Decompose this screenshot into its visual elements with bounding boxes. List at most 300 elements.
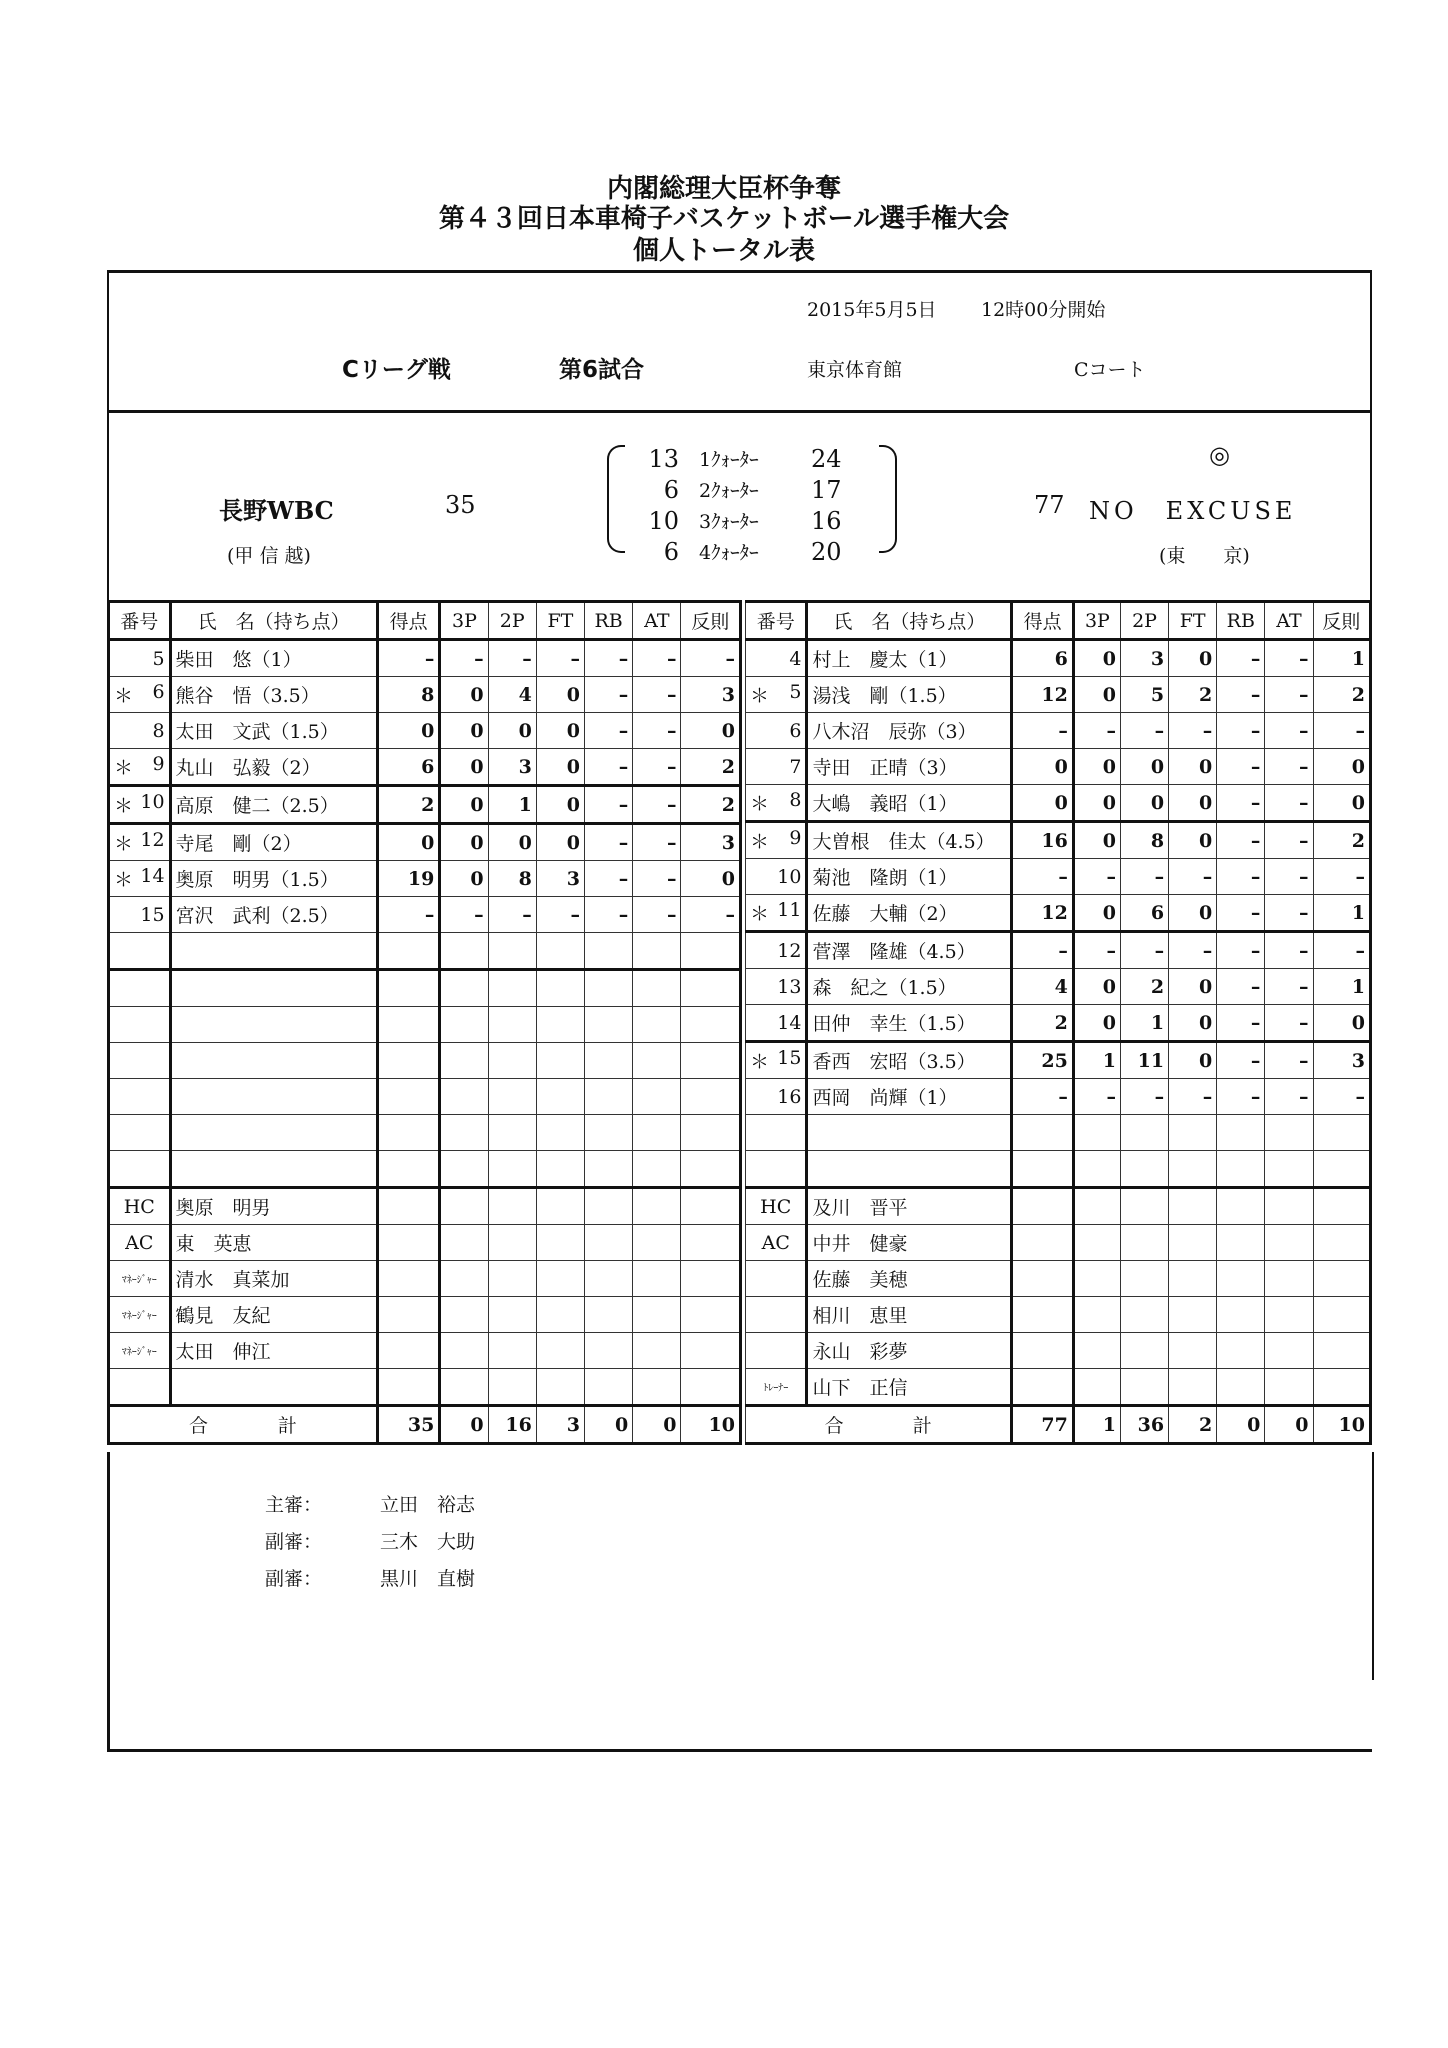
player-name: 熊谷 悟（3.5） [170,677,377,713]
empty-cell [377,1333,440,1369]
stat-ft: – [536,640,584,677]
empty-cell [1217,1369,1265,1406]
player-name: 高原 健二（2.5） [170,786,377,824]
staff-name: 東 英恵 [170,1225,377,1261]
player-row [746,969,1371,1005]
stat-p3: 0 [1073,1005,1120,1042]
stat-ft: 0 [536,824,584,861]
column-header: 得点 [1012,602,1073,640]
staff-role: AC [746,1225,807,1261]
stat-p3: – [1073,932,1120,969]
stat-p3 [440,970,488,1007]
empty-cell [377,1297,440,1333]
staff-role: HC [109,1188,171,1225]
number-cell [109,677,171,713]
stat-p3 [440,1079,488,1115]
empty-cell [1012,1225,1073,1261]
stat-rb [585,1151,633,1188]
staff-row [746,1369,1371,1406]
empty-cell [1313,1369,1370,1406]
match-start-time: 12時00分開始 [981,299,1106,321]
stat-ft [536,1079,584,1115]
stat-rb: – [1217,895,1265,932]
stat-rb: – [1217,785,1265,822]
empty-cell [377,1225,440,1261]
staff-name [170,1369,377,1406]
staff-role [746,1261,807,1297]
number-cell [746,677,807,713]
staff-row [746,1297,1371,1333]
staff-role [109,1369,171,1406]
league-name: Cリーグ戦 [342,357,451,383]
column-header: 2P [488,602,536,640]
player-row [109,749,741,786]
empty-cell [536,1188,584,1225]
stat-rb: – [1217,1005,1265,1042]
player-name [170,1043,377,1079]
number-cell [746,1005,807,1042]
stat-p3 [440,1115,488,1151]
stat-rb [585,1079,633,1115]
stat-at: – [1265,822,1313,859]
stat-p3 [440,1043,488,1079]
stat-rb: – [1217,749,1265,785]
quarter-label: 3ｸｫｰﾀｰ [699,511,759,533]
staff-role: ﾏﾈｰｼﾞｬｰ [109,1333,171,1369]
starter-mark: ＊ [750,685,770,707]
number-cell [746,1151,807,1188]
stat-p2 [488,1007,536,1043]
stat-p2 [488,1151,536,1188]
player-number: 8 [789,789,802,811]
stat-rb [585,970,633,1007]
stat-p2 [488,933,536,970]
stat-pf: 2 [1313,822,1370,859]
empty-cell [1073,1369,1120,1406]
staff-row [746,1225,1371,1261]
stat-pts: – [1012,713,1073,749]
column-header: 番号 [746,602,807,640]
stat-pts [1012,1115,1073,1151]
stat-rb: – [1217,640,1265,677]
number-cell [109,1043,171,1079]
player-row [746,640,1371,677]
stat-p3: 0 [1073,822,1120,859]
stat-at [633,1079,681,1115]
staff-role [746,1297,807,1333]
staff-name: 太田 伸江 [170,1333,377,1369]
stat-pts: 25 [1012,1042,1073,1079]
player-name: 菅澤 隆雄（4.5） [807,932,1012,969]
player-number: 11 [777,899,802,921]
stat-at [633,1115,681,1151]
staff-role: ﾏﾈｰｼﾞｬｰ [109,1297,171,1333]
player-row [746,1005,1371,1042]
player-row [109,897,741,933]
total-pf: 10 [681,1406,741,1444]
number-cell [109,1115,171,1151]
total-p2: 16 [488,1406,536,1444]
number-cell [109,640,171,677]
empty-cell [585,1188,633,1225]
player-number: 10 [777,865,802,888]
empty-cell [1169,1261,1217,1297]
player-row [109,1043,741,1079]
stat-pts: 0 [1012,785,1073,822]
empty-cell [1012,1369,1073,1406]
stat-at: – [633,713,681,749]
empty-cell [488,1261,536,1297]
empty-cell [1073,1225,1120,1261]
empty-cell [440,1225,488,1261]
stat-ft: 2 [1169,677,1217,713]
empty-cell [377,1369,440,1406]
stat-pf: – [681,897,741,933]
empty-cell [585,1261,633,1297]
empty-cell [681,1297,741,1333]
quarter-away-score: 24 [811,445,842,473]
stat-at: – [1265,895,1313,932]
staff-row [109,1369,741,1406]
total-label-1: 合 [188,1415,208,1437]
stat-pf [1313,1151,1370,1188]
empty-cell [440,1188,488,1225]
player-name: 菊池 隆朗（1） [807,859,1012,895]
stat-ft [536,1043,584,1079]
starter-mark: ＊ [750,793,770,815]
empty-cell [681,1225,741,1261]
empty-cell [1169,1369,1217,1406]
empty-cell [1265,1369,1313,1406]
number-cell [746,859,807,895]
total-label-2: 計 [912,1415,932,1437]
stat-rb: – [1217,1042,1265,1079]
starter-mark: ＊ [114,869,134,891]
number-cell [746,640,807,677]
stat-p2: 0 [488,824,536,861]
stat-p2: 0 [1120,785,1168,822]
empty-cell [440,1261,488,1297]
home-team-region: (甲 信 越) [227,545,311,567]
number-cell [746,1042,807,1079]
quarter-label: 1ｸｫｰﾀｰ [699,449,759,471]
stat-at: – [1265,749,1313,785]
stat-pts [377,1079,440,1115]
referee-role: 副審： [265,1531,323,1553]
player-row [746,749,1371,785]
empty-cell [633,1261,681,1297]
player-name: 寺田 正晴（3） [807,749,1012,785]
player-row [109,1079,741,1115]
stat-p3: 0 [440,713,488,749]
stat-p3 [1073,1115,1120,1151]
player-row [109,786,741,824]
stat-p3 [440,1007,488,1043]
empty-cell [1169,1225,1217,1261]
player-number: 8 [152,719,165,742]
stat-at: – [1265,859,1313,895]
staff-name: 中井 健豪 [807,1225,1012,1261]
stat-pf [681,1079,741,1115]
total-pts: 77 [1012,1406,1073,1444]
total-label-2: 計 [277,1415,297,1437]
referee-name: 立田 裕志 [380,1494,476,1516]
column-header: 2P [1120,602,1168,640]
away-total-score: 77 [1034,491,1065,519]
stat-pts: – [1012,1079,1073,1115]
stat-p3: 0 [1073,895,1120,932]
number-cell [746,895,807,932]
stat-pts: 0 [377,824,440,861]
staff-name: 清水 真菜加 [170,1261,377,1297]
stat-pf: 1 [1313,895,1370,932]
stat-pts: 2 [1012,1005,1073,1042]
stat-pts [377,1007,440,1043]
column-header: AT [1265,602,1313,640]
empty-cell [633,1297,681,1333]
staff-name: 鶴見 友紀 [170,1297,377,1333]
right-border [1372,1452,1374,1680]
number-cell [109,861,171,897]
stat-rb: – [1217,932,1265,969]
match-info-section [107,270,1372,412]
stat-at: – [1265,713,1313,749]
number-cell [109,1151,171,1188]
empty-cell [1313,1225,1370,1261]
stat-pts [377,933,440,970]
stat-rb: – [1217,1079,1265,1115]
stat-p2: 3 [488,749,536,786]
stat-rb: – [585,897,633,933]
player-name [807,1151,1012,1188]
starter-mark: ＊ [750,903,770,925]
right-bracket [879,445,897,553]
empty-cell [1217,1297,1265,1333]
starter-mark: ＊ [750,831,770,853]
staff-row [746,1333,1371,1369]
empty-cell [536,1261,584,1297]
stat-pf [681,1007,741,1043]
empty-cell [1217,1188,1265,1225]
stat-ft [1169,1115,1217,1151]
player-row [109,824,741,861]
empty-cell [585,1297,633,1333]
stat-ft: 3 [536,861,584,897]
stat-ft: – [1169,859,1217,895]
stat-ft: 0 [1169,895,1217,932]
stat-pts: 6 [377,749,440,786]
stat-rb: – [585,677,633,713]
player-number: 13 [777,975,802,998]
stat-at: – [633,677,681,713]
stat-p3: – [440,640,488,677]
stat-pf [681,1115,741,1151]
staff-row [109,1297,741,1333]
player-name [170,1151,377,1188]
stat-at: – [1265,677,1313,713]
stat-pf: 3 [681,677,741,713]
stat-at: – [1265,1005,1313,1042]
player-row [109,713,741,749]
stat-p2: – [1120,713,1168,749]
player-name: 大曽根 佳太（4.5） [807,822,1012,859]
stat-rb [1217,1115,1265,1151]
stat-pf: 0 [1313,1005,1370,1042]
stat-rb: – [1217,969,1265,1005]
player-name: 田仲 幸生（1.5） [807,1005,1012,1042]
stat-p3: 0 [440,677,488,713]
stat-pf: 1 [1313,969,1370,1005]
total-p3: 0 [440,1406,488,1444]
total-ft: 3 [536,1406,584,1444]
winner-mark: ◎ [1209,441,1230,469]
empty-cell [1012,1333,1073,1369]
column-header: RB [1217,602,1265,640]
empty-cell [377,1188,440,1225]
empty-cell [633,1225,681,1261]
staff-row [109,1188,741,1225]
stat-ft: – [1169,932,1217,969]
empty-cell [633,1369,681,1406]
total-rb: 0 [585,1406,633,1444]
stat-pts: – [377,640,440,677]
player-number: 14 [777,1011,802,1034]
total-pts: 35 [377,1406,440,1444]
empty-cell [633,1188,681,1225]
empty-cell [1265,1188,1313,1225]
stat-rb: – [1217,822,1265,859]
stat-pts [377,1151,440,1188]
total-label-1: 合 [824,1415,844,1437]
player-name: 佐藤 大輔（2） [807,895,1012,932]
number-cell [109,1079,171,1115]
empty-cell [1217,1333,1265,1369]
stat-at: – [1265,1042,1313,1079]
game-number: 第6試合 [559,357,645,383]
stat-pts: – [1012,859,1073,895]
player-name: 奥原 明男（1.5） [170,861,377,897]
empty-cell [536,1333,584,1369]
empty-cell [488,1297,536,1333]
stat-ft: 0 [536,677,584,713]
column-header: 氏 名（持ち点） [170,602,377,640]
stat-p2: 6 [1120,895,1168,932]
away-stats-table [745,600,1372,1445]
column-header: FT [1169,602,1217,640]
column-header: RB [585,602,633,640]
column-header: 反則 [1313,602,1370,640]
stat-p2: 4 [488,677,536,713]
stat-pts: 8 [377,677,440,713]
stat-p2: – [488,897,536,933]
empty-cell [488,1333,536,1369]
player-number: 12 [777,939,802,962]
empty-cell [1120,1261,1168,1297]
stat-pf: 0 [1313,749,1370,785]
stat-ft: 0 [1169,969,1217,1005]
stat-at: – [1265,969,1313,1005]
empty-cell [1313,1333,1370,1369]
stat-p2 [488,1115,536,1151]
stat-p2 [488,1043,536,1079]
empty-cell [1169,1333,1217,1369]
stat-p2: – [1120,932,1168,969]
player-name: 柴田 悠（1） [170,640,377,677]
empty-cell [1169,1297,1217,1333]
stat-pf: 0 [681,713,741,749]
stat-at: – [633,861,681,897]
stat-ft [536,1007,584,1043]
player-row [746,1042,1371,1079]
stat-pts: 6 [1012,640,1073,677]
stat-p2: 8 [1120,822,1168,859]
stat-ft [536,933,584,970]
player-row [109,861,741,897]
staff-row [746,1261,1371,1297]
player-name: 村上 慶太（1） [807,640,1012,677]
referee-name: 三木 大助 [380,1531,476,1553]
stat-p2: 8 [488,861,536,897]
stat-p3: – [1073,1079,1120,1115]
total-p2: 36 [1120,1406,1168,1444]
stat-pts [377,1115,440,1151]
staff-role: AC [109,1225,171,1261]
stat-pf [681,970,741,1007]
number-cell [746,1115,807,1151]
stat-pts: 12 [1012,895,1073,932]
stat-rb [585,1043,633,1079]
starter-mark: ＊ [750,1051,770,1073]
stat-rb: – [585,749,633,786]
player-row [109,970,741,1007]
player-row [746,859,1371,895]
stat-ft: 0 [1169,785,1217,822]
stat-pf: 1 [1313,640,1370,677]
quarter-home-score: 10 [648,507,679,535]
stat-at [633,1007,681,1043]
stat-pts [1012,1151,1073,1188]
player-name: 西岡 尚輝（1） [807,1079,1012,1115]
away-team-name: NO EXCUSE [1089,497,1297,525]
stat-p2: 0 [1120,749,1168,785]
number-cell [109,970,171,1007]
player-row [109,677,741,713]
quarter-away-score: 17 [811,476,842,504]
player-row [109,640,741,677]
referee-role: 主審： [265,1494,323,1516]
player-name [807,1115,1012,1151]
stat-at [633,1151,681,1188]
stat-p3: 0 [1073,969,1120,1005]
number-cell [109,786,171,824]
player-name [170,933,377,970]
stat-rb: – [585,640,633,677]
staff-role: ﾄﾚｰﾅｰ [746,1369,807,1406]
stat-at [633,970,681,1007]
stat-p3 [440,1151,488,1188]
stat-pf: – [1313,713,1370,749]
player-name: 湯浅 剛（1.5） [807,677,1012,713]
player-row [109,1007,741,1043]
empty-cell [681,1261,741,1297]
stat-p3: 0 [440,861,488,897]
stat-pts: – [377,897,440,933]
empty-cell [488,1369,536,1406]
player-number: 5 [152,647,165,670]
stat-ft: 0 [536,749,584,786]
empty-cell [1073,1297,1120,1333]
staff-name: 及川 晋平 [807,1188,1012,1225]
